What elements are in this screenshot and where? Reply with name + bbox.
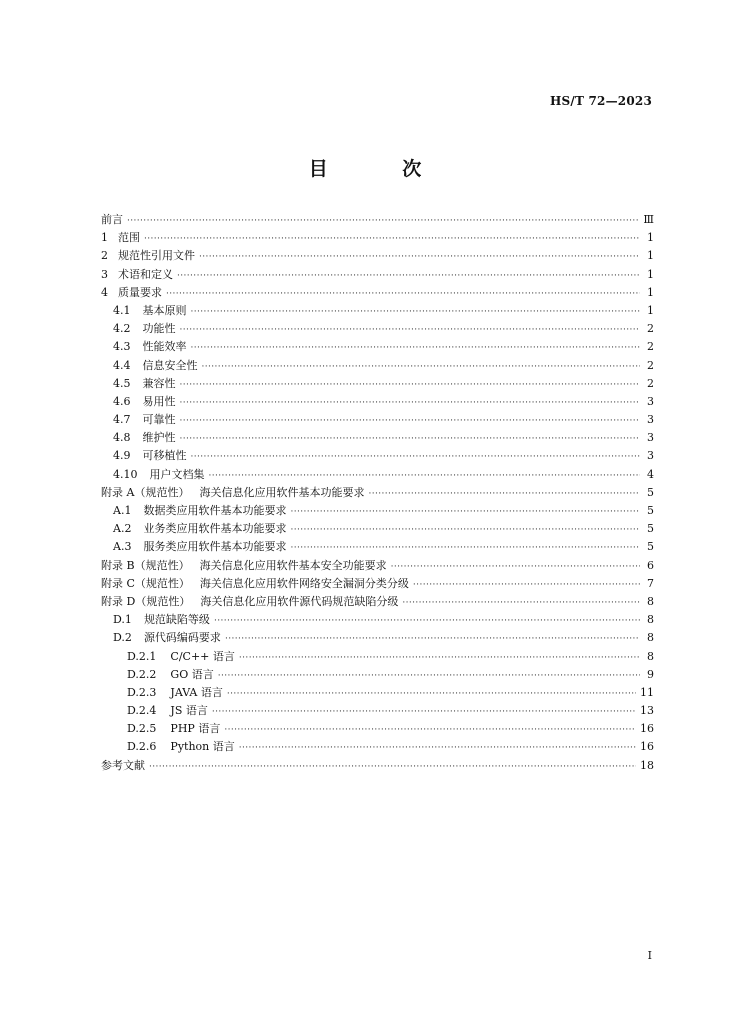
page-number: I <box>647 949 652 962</box>
toc-entry-page: 5 <box>647 504 654 517</box>
toc-entry-number: 2 <box>101 249 108 263</box>
toc-entry-number: 4.7 <box>113 413 131 427</box>
toc-entry-label: 前言 <box>101 213 123 226</box>
toc-entry-number: A.3 <box>113 540 132 554</box>
toc-entry[interactable] <box>101 484 654 502</box>
toc-entry[interactable] <box>101 611 654 629</box>
table-of-contents <box>101 211 654 775</box>
toc-leader-dots <box>191 448 641 466</box>
toc-entry-page: 5 <box>647 540 654 554</box>
toc-entry-page: 5 <box>647 485 654 499</box>
toc-leader-dots <box>144 230 640 248</box>
toc-entry[interactable] <box>101 229 654 247</box>
toc-entry-page: 3 <box>647 413 654 427</box>
toc-leader-dots <box>209 467 641 485</box>
toc-entry-label: 数据类应用软件基本功能要求 <box>143 504 287 517</box>
toc-leader-dots <box>218 667 640 685</box>
toc-leader-dots <box>180 376 641 394</box>
toc-entry-label: 海关信息化应用软件源代码规范缺陷分级 <box>200 594 399 608</box>
toc-entry[interactable] <box>101 629 654 647</box>
toc-leader-dots <box>290 521 640 539</box>
toc-entry[interactable] <box>101 320 654 338</box>
toc-entry[interactable] <box>101 411 654 429</box>
toc-leader-dots <box>225 630 640 648</box>
toc-entry-number: D.2 <box>113 631 132 645</box>
toc-entry-label: PHP 语言 <box>170 722 221 736</box>
toc-entry[interactable] <box>101 357 654 375</box>
toc-leader-dots <box>290 503 640 521</box>
toc-entry-page: 1 <box>647 285 654 299</box>
toc-entry-page: 2 <box>647 358 654 372</box>
toc-entry[interactable] <box>101 538 654 556</box>
toc-leader-dots <box>127 212 639 230</box>
toc-entry[interactable] <box>101 466 654 484</box>
toc-entry[interactable] <box>101 757 654 775</box>
toc-entry[interactable] <box>101 247 654 265</box>
toc-entry-label: JAVA 语言 <box>170 685 223 699</box>
toc-entry-page: 8 <box>647 594 654 608</box>
toc-entry-label: 维护性 <box>142 431 176 445</box>
toc-entry-label: 规范性引用文件 <box>118 249 195 263</box>
toc-entry-label: 可移植性 <box>142 449 187 463</box>
toc-entry[interactable] <box>101 447 654 465</box>
toc-entry[interactable] <box>101 648 654 666</box>
toc-leader-dots <box>149 758 636 776</box>
toc-entry-number: D.2.4 <box>127 704 157 718</box>
standard-code: HS/T 72—2023 <box>550 94 652 108</box>
toc-entry-number: 附录 C（规范性） <box>101 576 190 590</box>
toc-leader-dots <box>224 721 636 739</box>
toc-entry[interactable] <box>101 429 654 447</box>
toc-entry-number: 4 <box>101 285 108 299</box>
toc-entry-page: 2 <box>647 322 654 336</box>
toc-entry-label: 参考文献 <box>101 758 145 772</box>
toc-leader-dots <box>391 558 640 576</box>
toc-leader-dots <box>191 339 641 357</box>
toc-entry[interactable] <box>101 375 654 393</box>
toc-leader-dots <box>239 649 640 667</box>
toc-entry[interactable] <box>101 302 654 320</box>
toc-entry-label: 海关信息化应用软件基本功能要求 <box>199 485 365 499</box>
toc-entry-page: 4 <box>647 467 654 481</box>
toc-leader-dots <box>199 248 640 266</box>
toc-entry-page: 16 <box>640 722 654 736</box>
toc-entry-number: D.2.3 <box>127 685 157 699</box>
toc-entry-page: 1 <box>647 267 654 281</box>
toc-leader-dots <box>180 430 641 448</box>
toc-entry-number: 4.1 <box>113 303 131 317</box>
toc-entry[interactable] <box>101 593 654 611</box>
toc-entry-page: 7 <box>647 576 654 590</box>
toc-entry-number: 4.6 <box>113 394 131 408</box>
toc-entry-page: 5 <box>647 522 654 536</box>
toc-entry[interactable] <box>101 393 654 411</box>
toc-entry-page: Ⅲ <box>643 213 654 226</box>
toc-entry-label: 质量要求 <box>118 285 162 299</box>
toc-entry-number: D.2.1 <box>127 649 157 663</box>
toc-entry-page: 3 <box>647 394 654 408</box>
toc-entry-number: D.2.5 <box>127 722 157 736</box>
toc-entry[interactable] <box>101 575 654 593</box>
toc-entry[interactable] <box>101 720 654 738</box>
toc-entry-number: 4.3 <box>113 340 131 354</box>
toc-entry-label: 业务类应用软件基本功能要求 <box>143 522 287 536</box>
toc-leader-dots <box>402 594 640 612</box>
toc-entry-page: 16 <box>640 740 654 754</box>
toc-entry-label: C/C++ 语言 <box>170 649 235 663</box>
toc-leader-dots <box>413 576 640 594</box>
toc-entry-page: 2 <box>647 340 654 354</box>
toc-entry-page: 9 <box>647 667 654 681</box>
toc-entry-label: 服务类应用软件基本功能要求 <box>143 540 287 554</box>
toc-entry-number: A.1 <box>113 504 132 517</box>
toc-entry[interactable] <box>101 502 654 520</box>
toc-entry-page: 13 <box>640 704 654 718</box>
toc-entry-number: 3 <box>101 267 108 281</box>
toc-entry-page: 1 <box>647 231 654 245</box>
toc-entry-page: 3 <box>647 449 654 463</box>
toc-entry-number: 1 <box>101 231 108 245</box>
toc-entry-page: 11 <box>640 685 654 699</box>
toc-entry-number: D.1 <box>113 613 132 627</box>
toc-entry-label: 源代码编码要求 <box>143 631 221 645</box>
toc-entry-label: 可靠性 <box>142 413 176 427</box>
toc-entry-label: 规范缺陷等级 <box>143 613 210 627</box>
toc-entry-label: 海关信息化应用软件基本安全功能要求 <box>199 558 387 572</box>
toc-title: 目 次 <box>308 158 456 180</box>
toc-entry-page: 8 <box>647 649 654 663</box>
toc-entry-label: 海关信息化应用软件网络安全漏洞分类分级 <box>199 576 409 590</box>
toc-leader-dots <box>227 685 636 703</box>
toc-entry-number: D.2.2 <box>127 667 157 681</box>
toc-entry-page: 18 <box>640 758 654 772</box>
toc-leader-dots <box>239 739 636 757</box>
toc-entry-page: 8 <box>647 631 654 645</box>
toc-entry-number: 附录 B（规范性） <box>101 558 190 572</box>
toc-leader-dots <box>180 412 641 430</box>
toc-entry-number: 4.2 <box>113 322 131 336</box>
toc-leader-dots <box>202 358 641 376</box>
toc-entry-page: 3 <box>647 431 654 445</box>
toc-entry-label: 范围 <box>118 231 140 245</box>
toc-entry-label: Python 语言 <box>170 740 235 754</box>
toc-leader-dots <box>166 285 640 303</box>
toc-entry-number: 4.8 <box>113 431 131 445</box>
toc-entry-number: 4.10 <box>113 467 138 481</box>
toc-entry-label: 性能效率 <box>142 340 187 354</box>
toc-leader-dots <box>212 703 636 721</box>
toc-entry-number: 附录 A（规范性） <box>101 485 190 499</box>
toc-entry-page: 2 <box>647 376 654 390</box>
toc-entry-label: 兼容性 <box>142 376 176 390</box>
toc-leader-dots <box>180 394 641 412</box>
toc-entry-number: 4.5 <box>113 376 131 390</box>
toc-leader-dots <box>368 485 640 503</box>
toc-entry[interactable] <box>101 211 654 229</box>
toc-entry[interactable] <box>101 684 654 702</box>
toc-entry[interactable] <box>101 666 654 684</box>
toc-entry-label: GO 语言 <box>170 667 214 681</box>
toc-entry-number: 附录 D（规范性） <box>101 594 191 608</box>
toc-entry[interactable] <box>101 520 654 538</box>
toc-leader-dots <box>290 539 640 557</box>
toc-entry[interactable] <box>101 338 654 356</box>
toc-entry-number: D.2.6 <box>127 740 157 754</box>
toc-entry[interactable] <box>101 702 654 720</box>
toc-entry-label: JS 语言 <box>170 704 208 718</box>
toc-entry-page: 1 <box>647 249 654 263</box>
toc-entry-label: 用户文档集 <box>149 467 205 481</box>
toc-entry-page: 1 <box>647 303 654 317</box>
toc-entry-label: 术语和定义 <box>118 267 173 281</box>
toc-entry[interactable] <box>101 284 654 302</box>
toc-entry[interactable] <box>101 557 654 575</box>
toc-entry-label: 易用性 <box>142 394 176 408</box>
toc-leader-dots <box>214 612 640 630</box>
toc-entry-label: 基本原则 <box>142 303 187 317</box>
toc-entry[interactable] <box>101 266 654 284</box>
toc-entry[interactable] <box>101 738 654 756</box>
toc-entry-number: A.2 <box>113 522 132 536</box>
toc-leader-dots <box>177 267 640 285</box>
toc-entry-label: 功能性 <box>142 322 176 336</box>
toc-entry-page: 6 <box>647 558 654 572</box>
toc-entry-page: 8 <box>647 613 654 627</box>
toc-leader-dots <box>191 303 641 321</box>
toc-leader-dots <box>180 321 641 339</box>
toc-entry-number: 4.4 <box>113 358 131 372</box>
toc-entry-number: 4.9 <box>113 449 131 463</box>
toc-entry-label: 信息安全性 <box>142 358 198 372</box>
